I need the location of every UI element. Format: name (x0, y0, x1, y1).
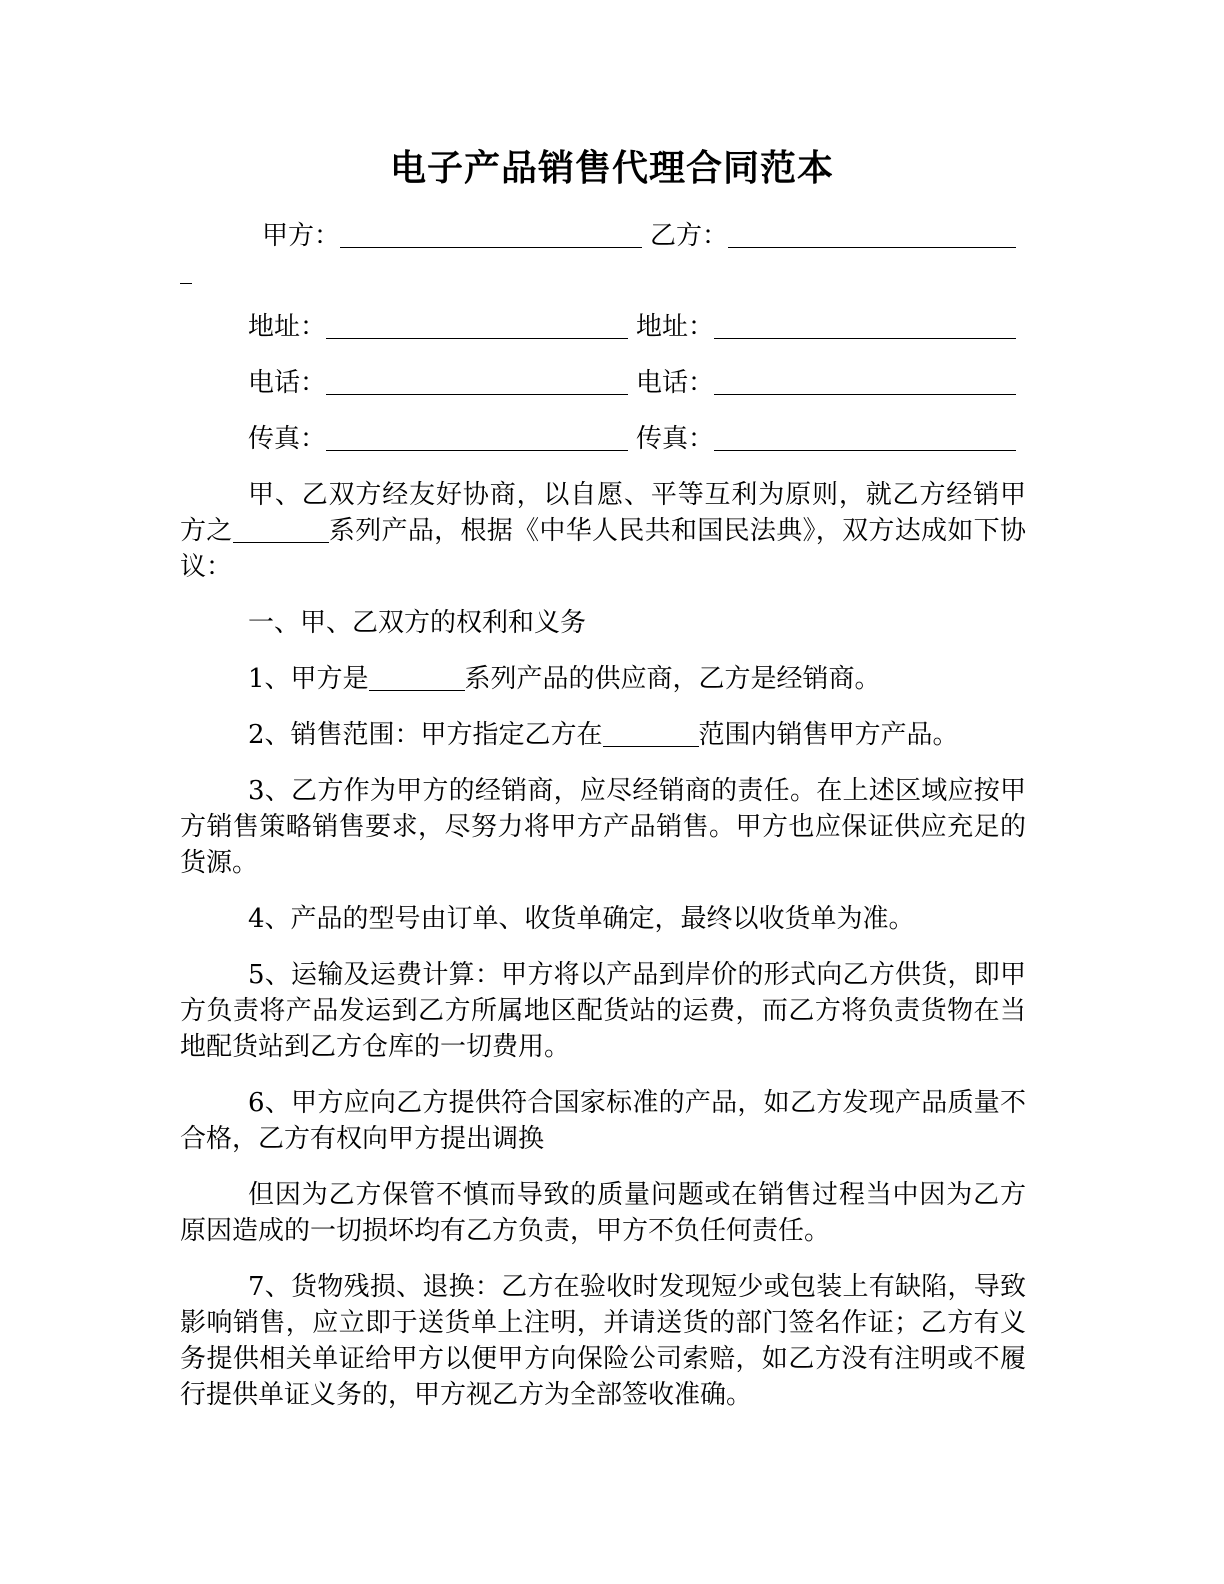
clause-6-continued: 但因为乙方保管不慎而导致的质量问题或在销售过程当中因为乙方原因造成的一切损坏均有乙方负责，甲方不负任何责任。 (180, 1180, 1026, 1246)
clause-1-text-2: 系列产品的供应商，乙方是经销商。 (464, 664, 881, 694)
clause-2-blank (603, 720, 699, 747)
intro-text-1: 甲、乙双方经友好协商，以自愿、平等互利为原则，就乙方经销甲方之 (180, 480, 1026, 546)
clause-1-blank (369, 664, 465, 691)
party-b-row (650, 218, 1016, 254)
clause-7: 7、货物残损、退换：乙方在验收时发现短少或包装上有缺陷，导致影响销售，应立即于送货单上注明，并请送货的部门签名作证；乙方有义务提供相关单证给甲方以便甲方向保险公司索赔，如乙方没有注明或不履行提供单证义务的，甲方视乙方为全部签收准确。 (180, 1272, 1026, 1410)
clause-2 (180, 717, 1026, 753)
address-b-blank (714, 312, 1016, 339)
address-a-row (248, 309, 628, 345)
phone-b-row (636, 365, 1016, 401)
party-b-label: 乙方： (650, 221, 729, 251)
fax-a-label: 传真： (248, 424, 327, 454)
party-a-row (262, 218, 642, 254)
fax-b-label: 传真： (636, 424, 715, 454)
party-a-blank (340, 221, 642, 248)
series-blank (233, 516, 329, 543)
phone-a-label: 电话： (248, 368, 327, 398)
phone-a-blank (326, 368, 628, 395)
clause-6: 6、甲方应向乙方提供符合国家标准的产品，如乙方发现产品质量不合格，乙方有权向甲方提出调换 (180, 1088, 1026, 1154)
address-a-label: 地址： (248, 312, 327, 342)
clause-4: 4、产品的型号由订单、收货单确定，最终以收货单为准。 (248, 904, 915, 934)
clause-3: 3、乙方作为甲方的经销商，应尽经销商的责任。在上述区域应按甲方销售策略销售要求，尽努力将甲方产品销售。甲方也应保证供应充足的货源。 (180, 776, 1026, 878)
address-a-blank (326, 312, 628, 339)
fax-a-blank (326, 424, 628, 451)
address-b-label: 地址： (636, 312, 715, 342)
document-title: 电子产品销售代理合同范本 (389, 148, 834, 189)
clause-2-text-1: 2、销售范围：甲方指定乙方在 (248, 720, 603, 750)
phone-b-blank (714, 368, 1016, 395)
phone-a-row (248, 365, 628, 401)
intro-text-2: 系列产品，根据《中华人民共和国民法典》，双方达成如下协议： (180, 516, 1026, 582)
party-a-label: 甲方： (262, 221, 341, 251)
fax-b-blank (714, 424, 1016, 451)
fax-b-row (636, 421, 1016, 457)
clause-1-text-1: 1、甲方是 (248, 664, 369, 694)
section1-heading: 一、甲、乙双方的权利和义务 (248, 608, 587, 638)
intro-paragraph (180, 477, 1026, 585)
stray-underline (180, 283, 192, 284)
clause-1 (180, 661, 1026, 697)
clause-2-text-2: 范围内销售甲方产品。 (698, 720, 959, 750)
party-b-blank (728, 221, 1016, 248)
fax-a-row (248, 421, 628, 457)
clause-5: 5、运输及运费计算：甲方将以产品到岸价的形式向乙方供货，即甲方负责将产品发运到乙方所属地区配货站的运费，而乙方将负责货物在当地配货站到乙方仓库的一切费用。 (180, 960, 1026, 1062)
address-b-row (636, 309, 1016, 345)
phone-b-label: 电话： (636, 368, 715, 398)
